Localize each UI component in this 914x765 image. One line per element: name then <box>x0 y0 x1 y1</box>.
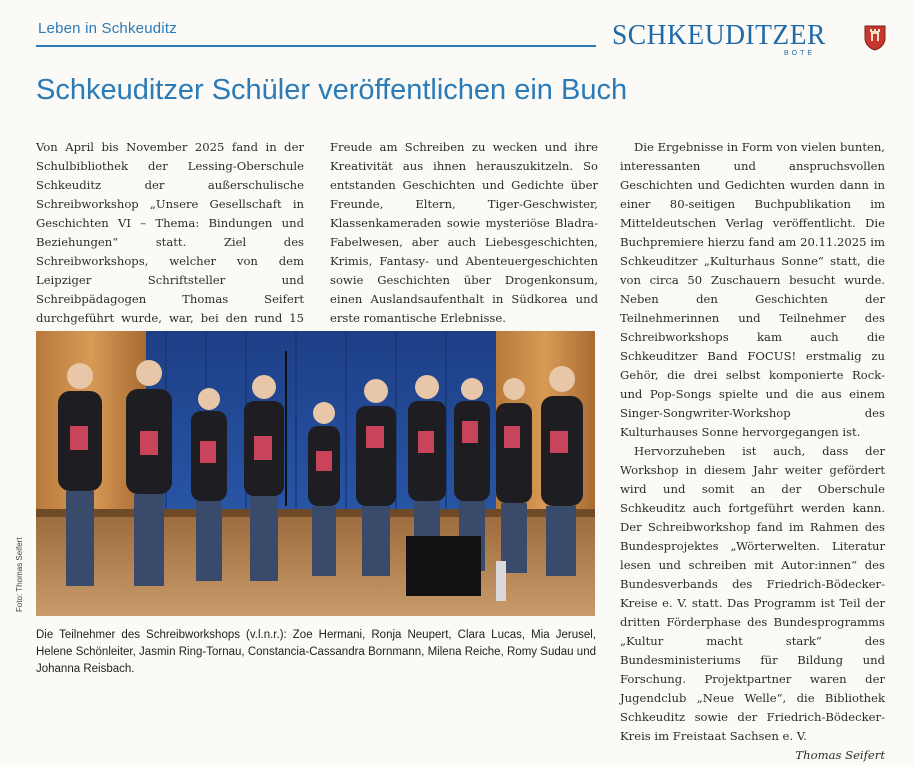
photo-caption: Die Teilnehmer des Schreibworkshops (v.l.n.r.): Zoe Hermani, Ronja Neupert, Clara Lucas, Mia Jerusel, Helene Schönleiter, Jasmin Ring-Tornau, Constancia-Cassandra Bornmann, Milena Reiche, Romy Sudau und Johanna Reisbach. <box>36 629 596 675</box>
logo-subtitle: BOTE <box>784 50 816 57</box>
column-1-text: Von April bis November 2025 fand in der Schulbibliothek der Lessing-Oberschule Schkeuditz der außerschulische Schreibworkshop „Unsere Gesellschaft in Geschichten VI – Thema: Bindungen und Beziehungen“ statt. Ziel des Schreibworkshops, welcher von dem Leipziger Schriftsteller und Schreibpädagogen Thomas Seifert durchgeführt wurde, war, bei den rund 15 <box>36 140 304 325</box>
group-photo <box>36 331 595 616</box>
photo-credit: Foto: Thomas Seifert <box>15 537 24 612</box>
coat-of-arms-icon <box>864 25 886 51</box>
masthead-logo <box>612 19 892 59</box>
section-label: Leben in Schkeuditz <box>38 20 177 37</box>
logo-title: SCHKEUDITZER <box>612 19 826 51</box>
column-2-text: Freude am Schreiben zu wecken und ihre Kreativität aus ihnen herauszukitzeln. So entstanden Geschichten und Gedichte über Freunde, Eltern, Tiger-Geschwister, Klassenkameraden sowie mysteriöse Bladra-Fabelwesen, aber auch Liebesgeschichten, Krimis, Fantasy- und Abenteuergeschichten sowie Geschichten über Drogenkonsum, einen Auslandsaufenthalt in Südkorea und erste romantische Erlebnisse. <box>330 140 598 325</box>
article-headline: Schkeuditzer Schüler veröffentlichen ein Buch <box>36 74 628 106</box>
section-rule <box>36 45 596 47</box>
article-column-3 <box>620 138 885 765</box>
author-signature: Thomas Seifert <box>795 748 885 762</box>
article-column-2 <box>330 138 598 328</box>
column-3-paragraph-2: Hervorzuheben ist auch, dass der Workshop in diesem Jahr weiter gefördert wird und somit an der Oberschule Schkeuditz auch fortgeführt werden kann. Der Schreibworkshop fand im Rahmen des Bundesprojektes „Wörterwelten. Literatur lesen und schreiben mit Autor:innen“ des Bundesverbands des Friedrich-Bödecker-Kreise e. V. statt. Das Programm ist Teil der dritten Förderphase des Bundesprogramms „Kultur macht stark“ des Bundesministeriums für Bildung und Forschung. Projektpartner waren der Jugendclub „Neue Welle“, die Bibliothek Schkeuditz sowie der Friedrich-Bödecker-Kreis im Freistaat Sachsen e. V. <box>620 444 885 743</box>
column-3-paragraph-1: Die Ergebnisse in Form von vielen bunten, interessanten und anspruchsvollen Geschichten und Gedichten wurden dann in einer 80-seitigen Buchpublikation im Mitteldeutschen Verlag veröffentlicht. Die Buchpremiere hierzu fand am 20.11.2025 im Schkeuditzer „Kulturhaus Sonne“ statt, die von circa 50 Zuschauern besucht wurde. Neben den Geschichten der Teilnehmerinnen und Teilnehmer des Schreibworkshops kam auch die Schkeuditzer Band FOCUS! erstmalig zu Gehör, die drei selbst komponierte Rock- und Pop-Songs spielte und die aus einem Singer-Songwriter-Workshop des Kulturhauses Sonne hervorgegangen ist. <box>620 140 885 439</box>
